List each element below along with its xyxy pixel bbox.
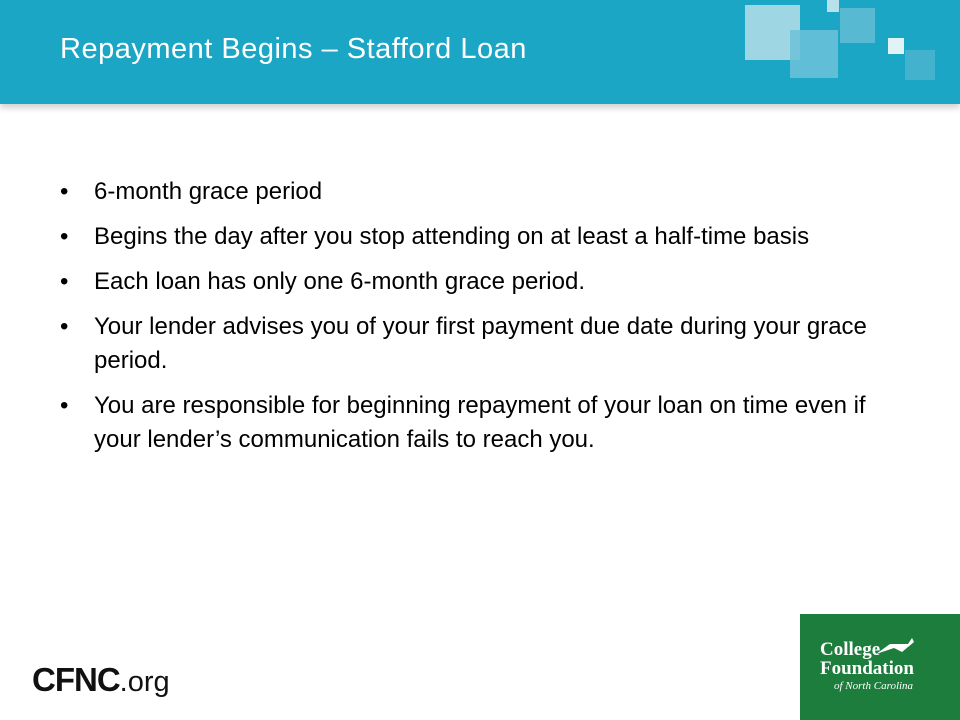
bullet-dot: • (60, 313, 69, 340)
bullet-dot: • (60, 392, 69, 419)
cfnc-logo-suffix: .org (119, 666, 170, 698)
bullet-dot: • (60, 268, 69, 295)
bullet-item (60, 175, 910, 209)
bullet-text: You are responsible for beginning repayment of your loan on time even if your lender’s communication fails to reach you. (94, 392, 866, 453)
bullet-text: Your lender advises you of your first payment due date during your grace period. (94, 313, 867, 374)
bullet-item (60, 265, 910, 299)
bullet-list (60, 175, 910, 468)
cfnc-logo (32, 663, 170, 697)
logo-line-college: College (820, 639, 881, 660)
bullet-text: Each loan has only one 6-month grace period. (94, 268, 585, 295)
bullet-dot: • (60, 178, 69, 205)
bullet-text: 6-month grace period (94, 178, 323, 205)
logo-line-state: of North Carolina (834, 680, 914, 692)
decorative-square (905, 50, 935, 80)
decorative-square (840, 8, 875, 43)
logo-line-foundation: Foundation (820, 658, 914, 679)
bullet-item (60, 310, 910, 378)
bullet-item (60, 389, 910, 457)
swoosh-icon (872, 634, 916, 664)
decorative-square-small (827, 0, 839, 12)
decorative-square-small (888, 38, 904, 54)
college-foundation-logo (800, 614, 960, 720)
slide-title: Repayment Begins – Stafford Loan (60, 33, 527, 65)
bullet-text: Begins the day after you stop attending on at least a half-time basis (94, 223, 810, 250)
bullet-item (60, 220, 910, 254)
decorative-square (790, 30, 838, 78)
cfnc-logo-main: CFNC (32, 661, 120, 698)
bullet-dot: • (60, 223, 69, 250)
